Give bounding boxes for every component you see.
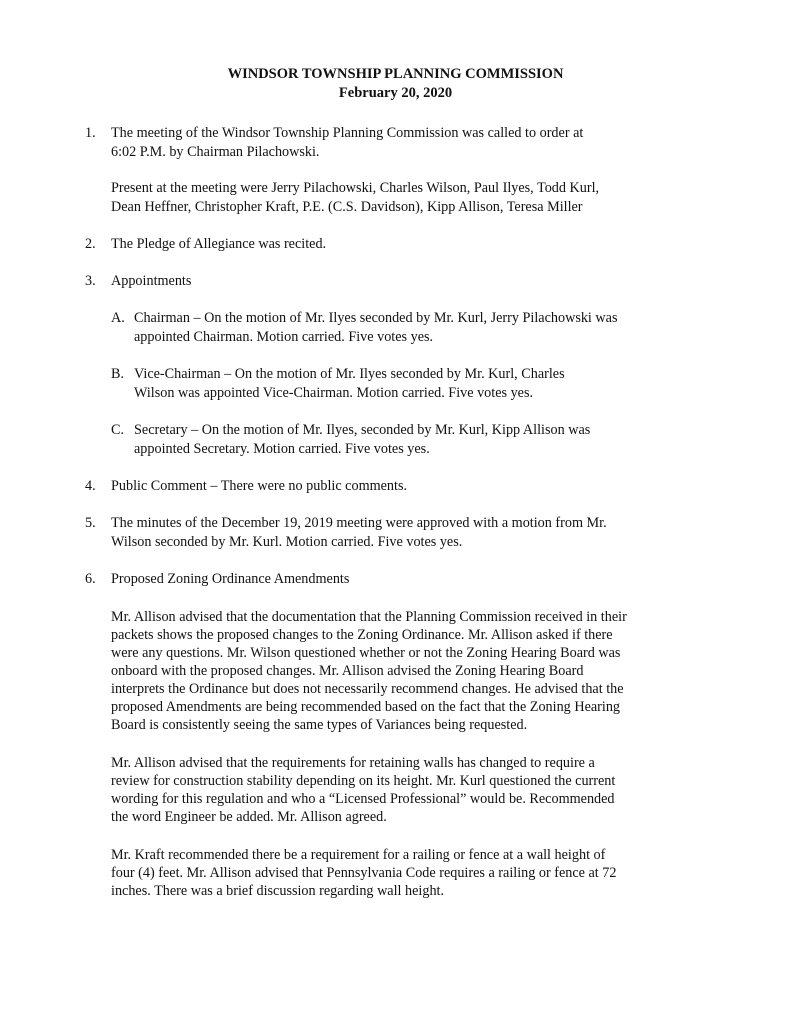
sub-item-line: appointed Chairman. Motion carried. Five votes yes. [134,329,434,345]
sub-item-line: Vice-Chairman – On the motion of Mr. Ilyes seconded by Mr. Kurl, Charles [134,366,565,382]
sub-item-line: Wilson was appointed Vice-Chairman. Motion carried. Five votes yes. [134,385,534,401]
item-number: 3. [85,273,96,289]
paragraph-line: Wilson seconded by Mr. Kurl. Motion carried. Five votes yes. [111,534,463,550]
sub-item-letter: A. [111,310,125,326]
meeting-date: February 20, 2020 [338,85,453,101]
document-title: WINDSOR TOWNSHIP PLANNING COMMISSION [227,66,564,82]
sub-item-line: Chairman – On the motion of Mr. Ilyes seconded by Mr. Kurl, Jerry Pilachowski was [134,310,618,326]
paragraph-line: inches. There was a brief discussion regarding wall height. [111,883,445,899]
paragraph-line: four (4) feet. Mr. Allison advised that Pennsylvania Code requires a railing or fence at 72 [111,865,617,881]
item-text: The Pledge of Allegiance was recited. [111,236,327,252]
paragraph-line: Mr. Allison advised that the documentation that the Planning Commission received in their [111,609,627,625]
paragraph-line: the word Engineer be added. Mr. Allison agreed. [111,809,387,825]
item-number: 6. [85,571,96,587]
paragraph-line: Board is consistently seeing the same types of Variances being requested. [111,717,528,733]
paragraph-line: Mr. Kraft recommended there be a requirement for a railing or fence at a wall height of [111,847,606,863]
sub-item-line: appointed Secretary. Motion carried. Five votes yes. [134,441,430,457]
paragraph-line: proposed Amendments are being recommended based on the fact that the Zoning Hearing [111,699,621,715]
paragraph-line: packets shows the proposed changes to the Zoning Ordinance. Mr. Allison asked if there [111,627,613,643]
sub-item-letter: C. [111,422,125,438]
sub-item-line: Secretary – On the motion of Mr. Ilyes, seconded by Mr. Kurl, Kipp Allison was [134,422,591,438]
item-number: 2. [85,236,96,252]
item-number: 1. [85,125,96,141]
paragraph-line: The meeting of the Windsor Township Planning Commission was called to order at [111,125,584,141]
paragraph-line: onboard with the proposed changes. Mr. Allison advised the Zoning Hearing Board [111,663,584,679]
paragraph-line: interprets the Ordinance but does not necessarily recommend changes. He advised that the [111,681,624,697]
item-number: 5. [85,515,96,531]
paragraph-line: review for construction stability depending on its height. Mr. Kurl questioned the current [111,773,616,789]
paragraph-line: 6:02 P.M. by Chairman Pilachowski. [111,144,320,160]
attendance-line: Dean Heffner, Christopher Kraft, P.E. (C.S. Davidson), Kipp Allison, Teresa Miller [111,199,583,215]
item-text: Appointments [111,273,192,289]
sub-item-letter: B. [111,366,125,382]
paragraph-line: were any questions. Mr. Wilson questioned whether or not the Zoning Hearing Board was [111,645,621,661]
item-number: 4. [85,478,96,494]
item-text: Public Comment – There were no public comments. [111,478,408,494]
paragraph-line: wording for this regulation and who a “Licensed Professional” would be. Recommended [111,791,615,807]
paragraph-line: Mr. Allison advised that the requirements for retaining walls has changed to require a [111,755,595,771]
paragraph-line: The minutes of the December 19, 2019 meeting were approved with a motion from Mr. [111,515,607,531]
attendance-line: Present at the meeting were Jerry Pilachowski, Charles Wilson, Paul Ilyes, Todd Kurl, [111,180,600,196]
item-text: Proposed Zoning Ordinance Amendments [111,571,350,587]
